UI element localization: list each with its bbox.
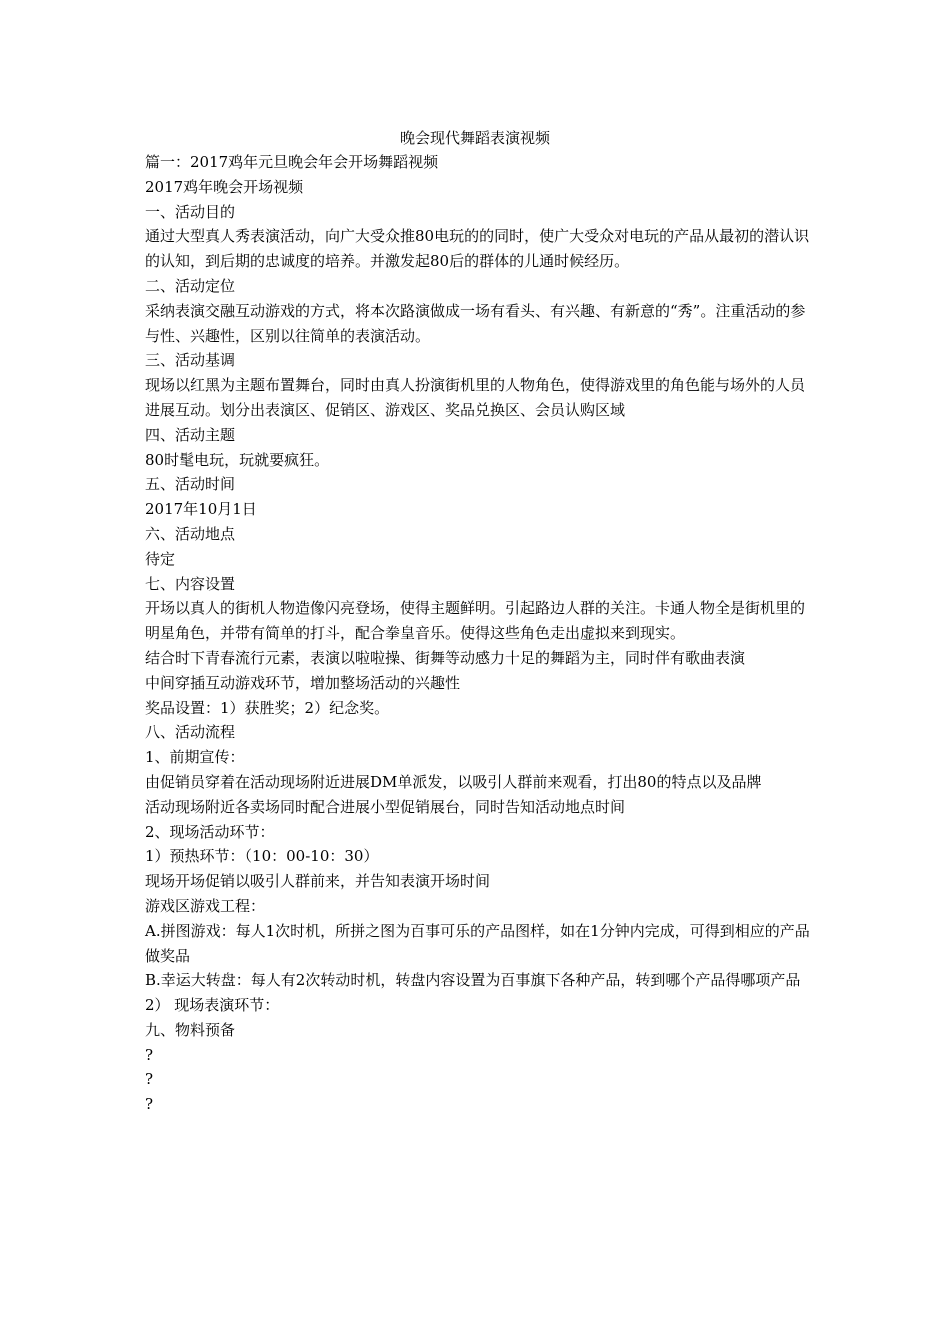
paragraph-line: 通过大型真人秀表演活动，向广大受众推80电玩的的同时，使广大受众对电玩的产品从最初的潜认识的认知，到后期的忠诚度的培养。并激发起80后的群体的儿通时候经历。 (145, 227, 810, 271)
document-body (145, 150, 810, 1117)
paragraph-line: 现场开场促销以吸引人群前来，并告知表演开场时间 (145, 872, 491, 891)
paragraph-line: 游戏区游戏工程： (145, 896, 266, 915)
paragraph-line: B.幸运大转盘：每人有2次转动时机，转盘内容设置为百事旗下各种产品，转到哪个产品得哪项产品 (145, 971, 801, 990)
paragraph-line: 篇一：2017鸡年元旦晚会年会开场舞蹈视频 (145, 153, 439, 171)
document-title: 晚会现代舞蹈表演视频 (399, 129, 550, 147)
paragraph-line: 待定 (145, 549, 176, 568)
paragraph-line: 结合时下青春流行元素，表演以啦啦操、街舞等动感力十足的舞蹈为主，同时伴有歌曲表演 (145, 648, 746, 667)
placeholder-mark: ? (145, 1045, 154, 1064)
section-heading: 四、活动主题 (145, 425, 236, 444)
paragraph-line: 80时髦电玩，玩就要疯狂。 (145, 450, 330, 469)
placeholder-mark: ? (145, 1095, 154, 1114)
paragraph-line: 现场以红黑为主题布置舞台，同时由真人扮演街机里的人物角色，使得游戏里的角色能与场外的人员进展互动。划分出表演区、促销区、游戏区、奖品兑换区、会员认购区域 (145, 376, 806, 419)
paragraph-line: 2） 现场表演环节： (145, 996, 280, 1015)
paragraph-line: 由促销员穿着在活动现场附近进展DM单派发，以吸引人群前来观看，打出80的特点以及品牌 (145, 772, 762, 791)
paragraph-line: 1）预热环节：（10：00-10：30） (145, 847, 379, 866)
placeholder-mark: ? (145, 1070, 154, 1089)
section-heading: 三、活动基调 (145, 351, 236, 370)
section-heading: 一、活动目的 (145, 202, 236, 221)
paragraph-line: 1、前期宣传： (145, 748, 245, 767)
paragraph-line: 开场以真人的街机人物造像闪亮登场，使得主题鲜明。引起路边人群的关注。卡通人物全是街机里的明星角色，并带有简单的打斗，配合拳皇音乐。使得这些角色走出虚拟来到现实。 (145, 599, 806, 643)
paragraph-line: 2017鸡年晚会开场视频 (145, 177, 304, 196)
paragraph-line: 采纳表演交融互动游戏的方式，将本次路演做成一场有看头、有兴趣、有新意的“秀”。注重活动的参与性、兴趣性，区别以往简单的表演活动。 (145, 301, 806, 345)
section-heading: 九、物料预备 (145, 1020, 236, 1039)
paragraph-line: 活动现场附近各卖场同时配合进展小型促销展台，同时告知活动地点时间 (145, 797, 626, 816)
paragraph-line: 中间穿插互动游戏环节，增加整场活动的兴趣性 (145, 673, 461, 692)
paragraph-line: 奖品设置：1）获胜奖；2）纪念奖。 (145, 698, 390, 717)
paragraph-line: 2017年10月1日 (145, 500, 257, 519)
section-heading: 六、活动地点 (145, 524, 236, 543)
paragraph-line: 2、现场活动环节： (145, 822, 275, 841)
section-heading: 八、活动流程 (145, 723, 236, 742)
paragraph-line: A.拼图游戏：每人1次时机，所拼之图为百事可乐的产品图样，如在1分钟内完成，可得到相应的产品做奖品 (145, 921, 810, 965)
section-heading: 二、活动定位 (145, 276, 236, 295)
section-heading: 七、内容设置 (145, 574, 236, 593)
section-heading: 五、活动时间 (145, 475, 236, 494)
